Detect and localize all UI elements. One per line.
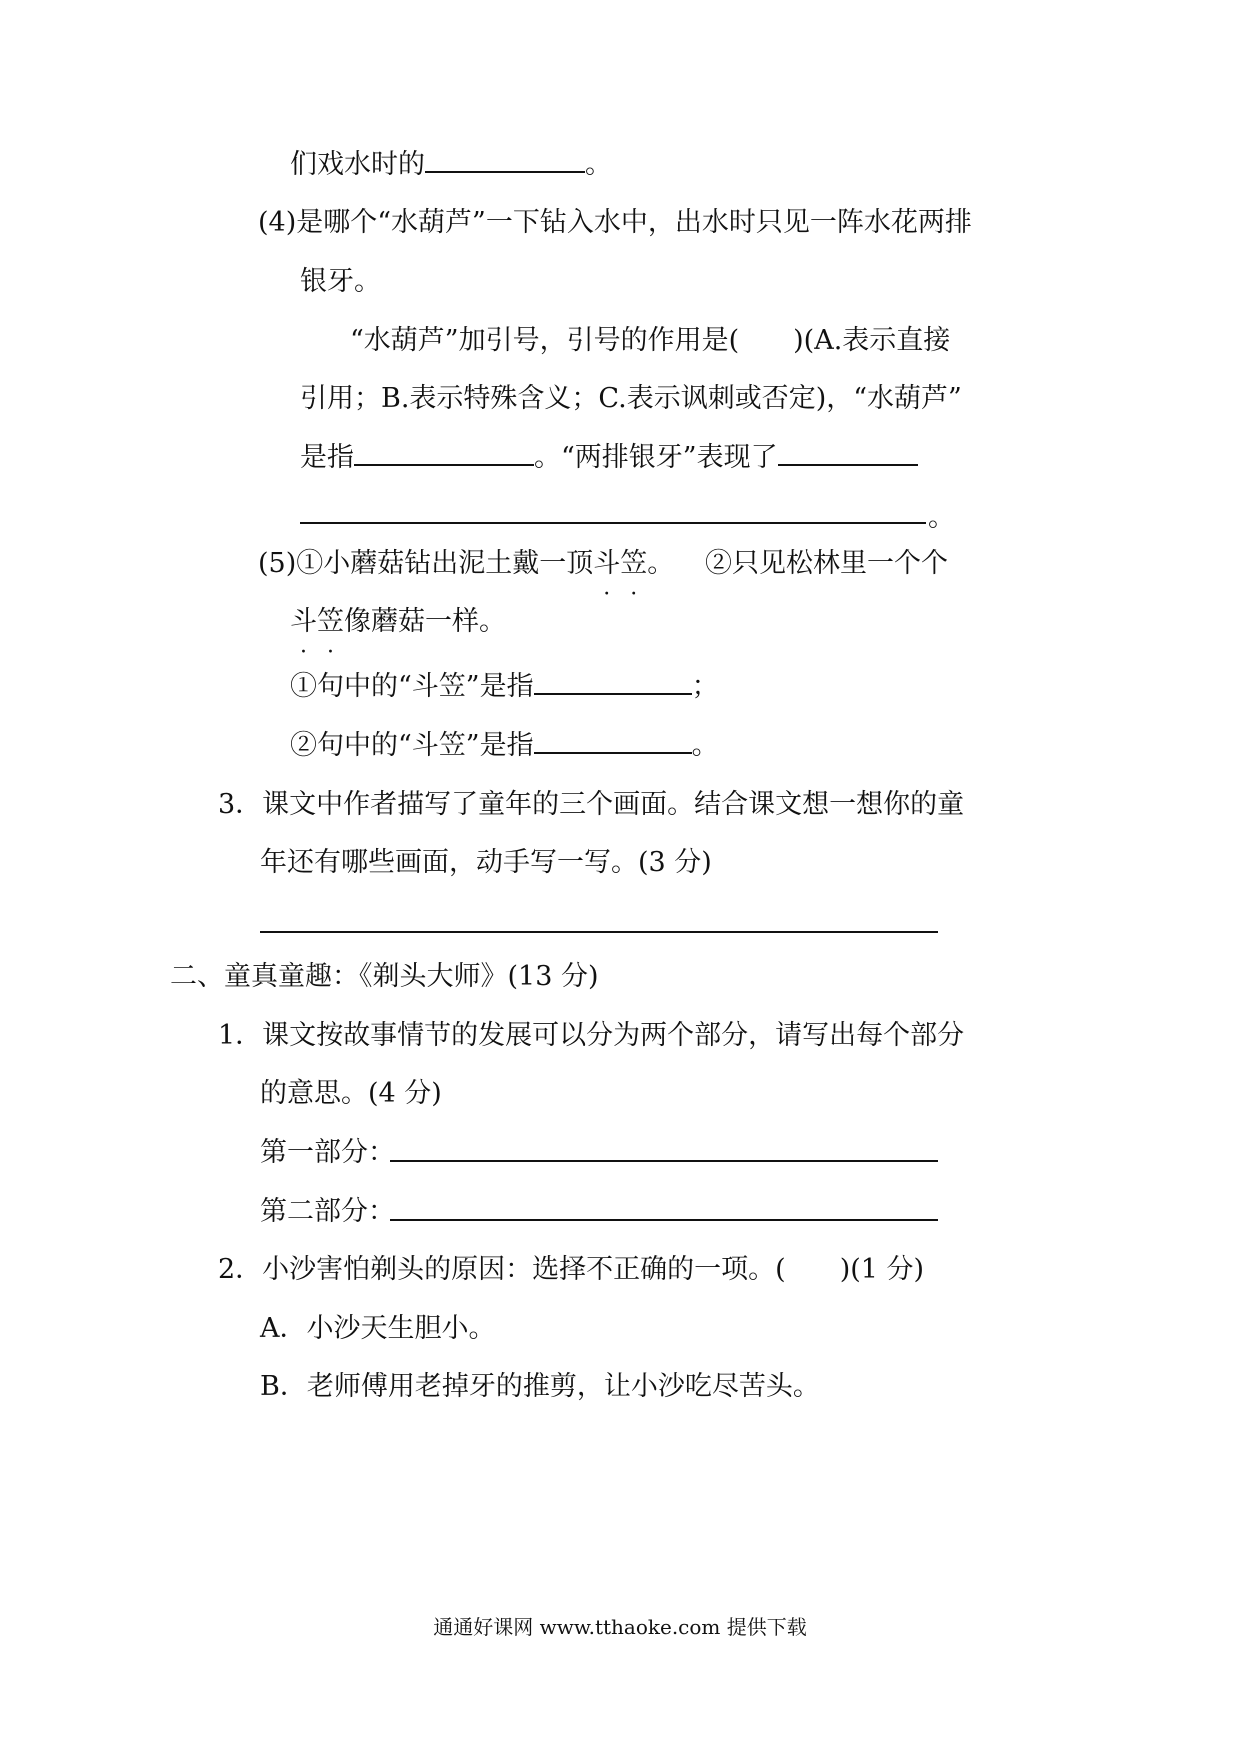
q2-5-line1-second: ②只见松林里一个个 [705, 548, 948, 579]
answer-blank[interactable] [354, 438, 534, 466]
q3-line1: 3．课文中作者描写了童年的三个画面。结合课文想一想你的童 [218, 789, 965, 820]
q2-4-line1: (4)是哪个“水葫芦”一下钻入水中，出水时只见一阵水花两排 [258, 207, 972, 238]
s2-q1-line2: 的意思。(4 分) [260, 1078, 442, 1109]
q2-4-line5: 是指 。“两排银牙”表现了 [300, 438, 918, 478]
q2-5-line1: (5)①小蘑菇钻出泥土戴一顶斗笠。 [258, 544, 674, 584]
q2-5-sub1: ①句中的“斗笠”是指 ； [290, 667, 719, 707]
q2-3-tail: 们戏水时的 。 [290, 145, 612, 185]
answer-line[interactable] [300, 522, 926, 524]
section-heading: 二、童真童趣：《剃头大师》(13 分) [170, 961, 599, 992]
q2-4-line2: 银牙。 [300, 266, 381, 297]
s2-q1-line1: 1．课文按故事情节的发展可以分为两个部分，请写出每个部分 [218, 1020, 965, 1051]
q2-5-sub2: ②句中的“斗笠”是指 。 [290, 726, 719, 766]
answer-blank[interactable] [778, 438, 918, 466]
answer-line[interactable] [260, 931, 938, 933]
part2-label: 第二部分： [260, 1196, 395, 1227]
emphasis-char: 笠 [317, 606, 344, 637]
option-a: A．小沙天生胆小。 [260, 1313, 496, 1344]
q2-4-line3: “水葫芦”加引号，引号的作用是( )(A.表示直接 [350, 325, 951, 356]
emphasis-char: 斗 [593, 548, 621, 579]
emphasis-char: 斗 [290, 606, 317, 637]
q2-5-line2: 斗笠像蘑菇一样。 [290, 602, 506, 642]
emphasis-char: 笠 [620, 548, 648, 579]
q2-4-line6-end: 。 [928, 502, 955, 533]
footer-text: 通通好课网 www.tthaoke.com 提供下载 [433, 1615, 807, 1639]
option-b: B．老师傅用老掉牙的推剪，让小沙吃尽苦头。 [260, 1371, 820, 1402]
s2-q2: 2．小沙害怕剃头的原因：选择不正确的一项。( )(1 分) [218, 1254, 925, 1285]
answer-blank[interactable] [534, 726, 692, 754]
answer-blank[interactable] [425, 145, 585, 173]
answer-blank[interactable] [534, 667, 692, 695]
part1-label: 第一部分： [260, 1137, 395, 1168]
q3-line2: 年还有哪些画面，动手写一写。(3 分) [260, 847, 712, 878]
q2-4-line4: 引用；B.表示特殊含义；C.表示讽刺或否定)，“水葫芦” [300, 383, 962, 414]
part2-answer-line[interactable] [390, 1219, 938, 1221]
part1-answer-line[interactable] [390, 1160, 938, 1162]
